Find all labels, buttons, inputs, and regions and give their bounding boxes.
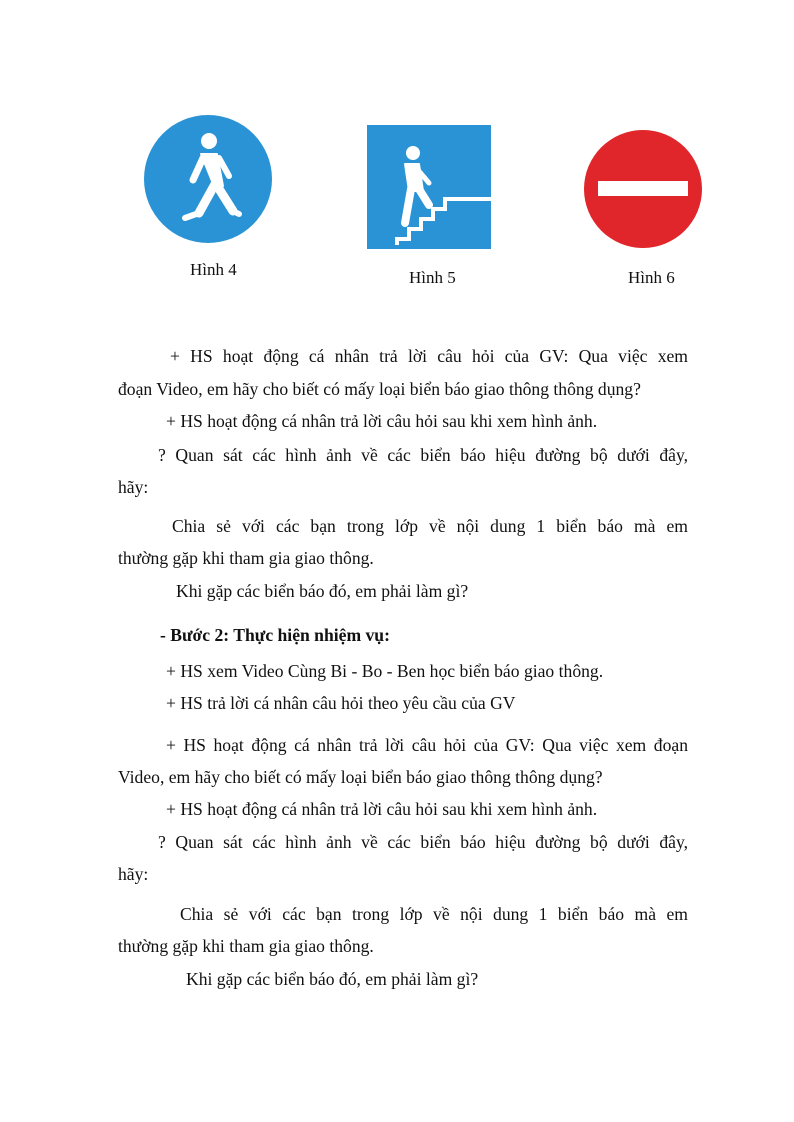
paragraph-line: + HS trả lời cá nhân câu hỏi theo yêu cầu của GV — [166, 693, 516, 713]
pedestrian-walking-icon — [143, 114, 273, 244]
paragraph-line: hãy: — [118, 477, 149, 497]
pedestrian-stairs-icon — [367, 125, 491, 249]
paragraph-line: thường gặp khi tham gia giao thông. — [118, 936, 374, 956]
paragraph-line: Video, em hãy cho biết có mấy loại biển báo giao thông thông dụng? — [118, 767, 603, 787]
paragraph-line: hãy: — [118, 864, 149, 884]
paragraph-line: + HS hoạt động cá nhân trả lời câu hỏi của GV: Qua việc xem đoạn — [166, 735, 688, 755]
step-heading: - Bước 2: Thực hiện nhiệm vụ: — [160, 625, 390, 645]
paragraph-line: Chia sẻ với các bạn trong lớp về nội dung 1 biển báo mà em — [172, 516, 688, 536]
paragraph-line: Khi gặp các biển báo đó, em phải làm gì? — [186, 969, 479, 989]
sign-caption-5: Hình 5 — [409, 268, 456, 287]
paragraph-line: ? Quan sát các hình ảnh về các biển báo hiệu đường bộ dưới đây, — [158, 832, 688, 852]
paragraph-line: thường gặp khi tham gia giao thông. — [118, 548, 374, 568]
no-entry-icon — [583, 129, 703, 249]
paragraph-line: + HS hoạt động cá nhân trả lời câu hỏi sau khi xem hình ảnh. — [166, 799, 598, 819]
paragraph-line: + HS hoạt động cá nhân trả lời câu hỏi của GV: Qua việc xem — [170, 346, 688, 366]
paragraph-line: + HS hoạt động cá nhân trả lời câu hỏi sau khi xem hình ảnh. — [166, 411, 598, 431]
paragraph-line: + HS xem Video Cùng Bi - Bo - Ben học biển báo giao thông. — [166, 661, 604, 681]
sign-caption-4: Hình 4 — [190, 260, 237, 279]
paragraph-line: đoạn Video, em hãy cho biết có mấy loại biển báo giao thông thông dụng? — [118, 379, 641, 399]
paragraph-line: Khi gặp các biển báo đó, em phải làm gì? — [176, 581, 469, 601]
paragraph-line: ? Quan sát các hình ảnh về các biển báo hiệu đường bộ dưới đây, — [158, 445, 688, 465]
paragraph-line: Chia sẻ với các bạn trong lớp về nội dung 1 biển báo mà em — [180, 904, 688, 924]
sign-caption-6: Hình 6 — [628, 268, 675, 287]
